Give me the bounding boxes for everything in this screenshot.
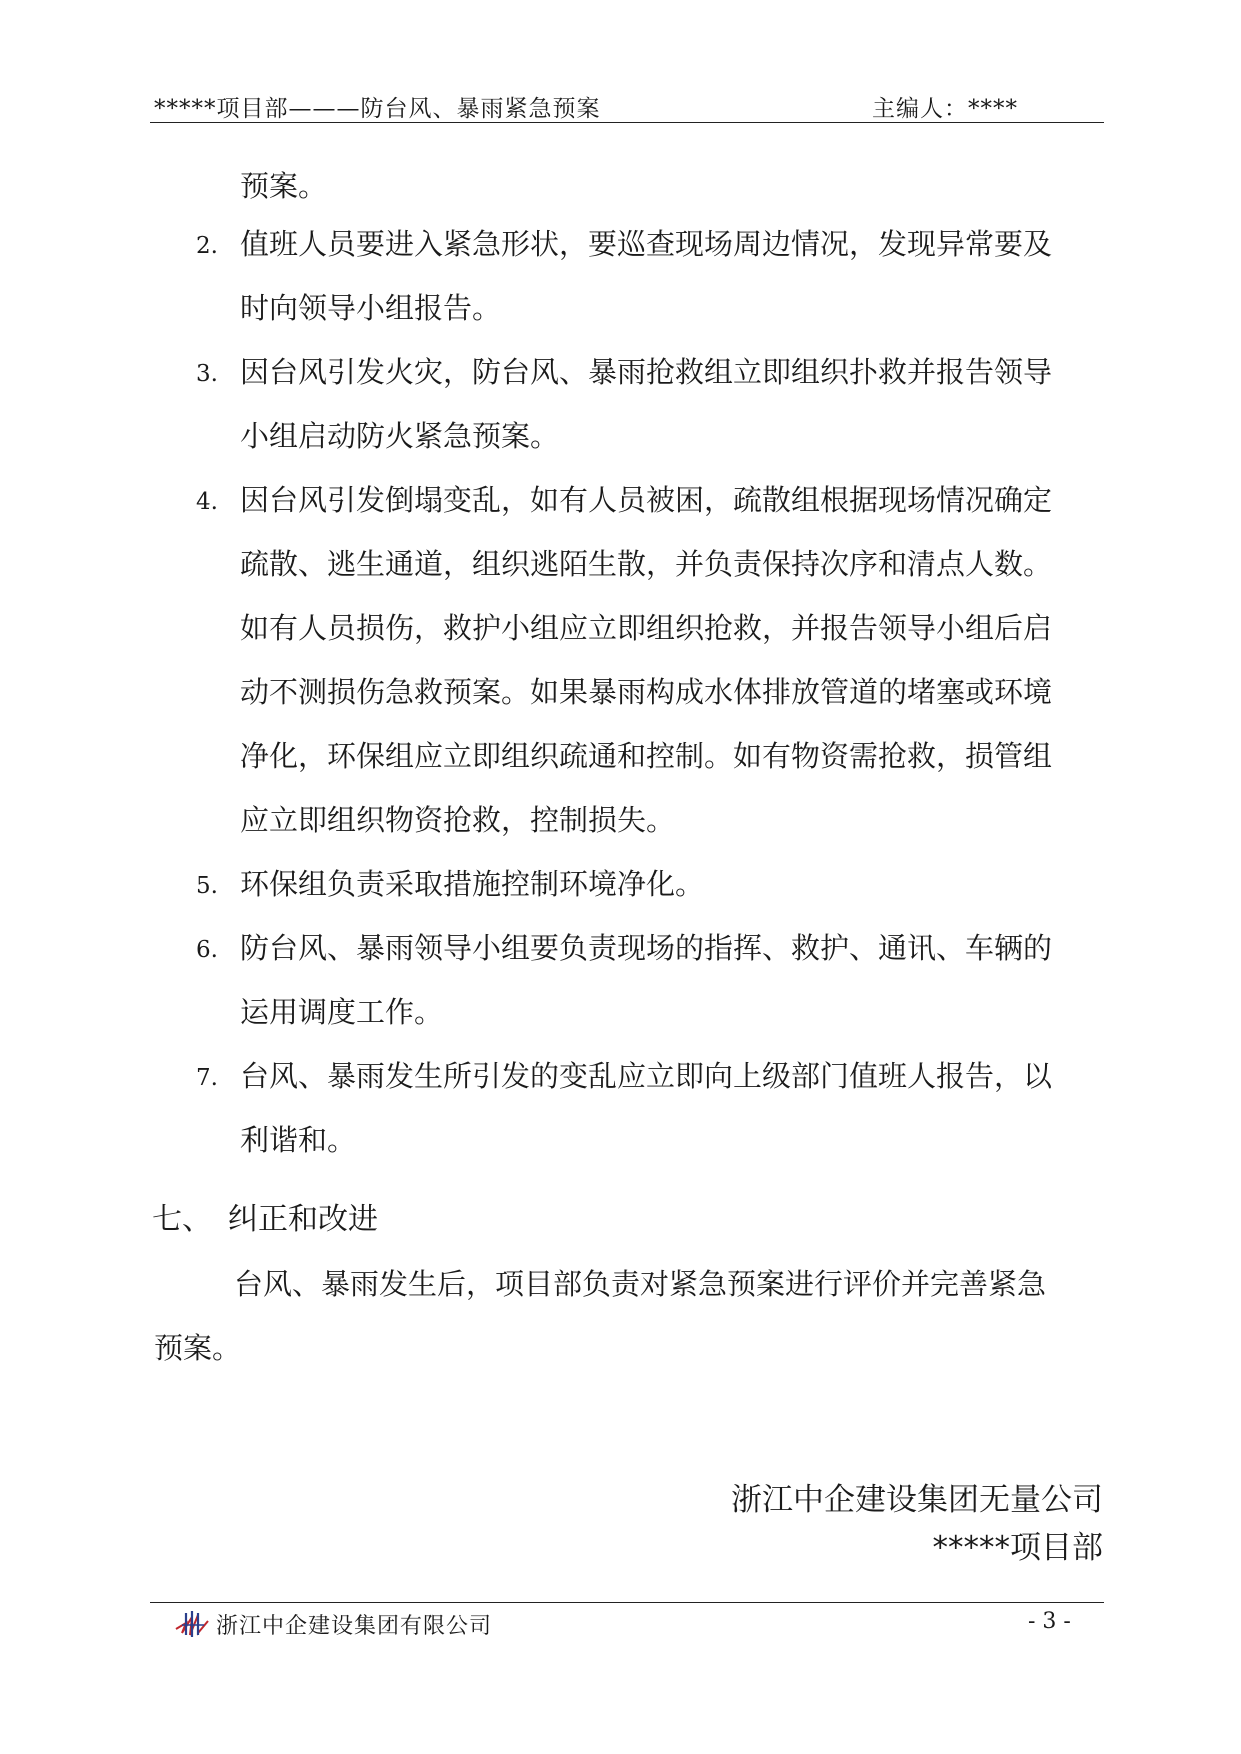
body-line: 利谐和。	[240, 1123, 357, 1157]
body-line: 台风、暴雨发生所引发的变乱应立即向上级部门值班人报告，以	[240, 1059, 1053, 1093]
company-logo-icon	[172, 1609, 212, 1639]
list-number: 7.	[196, 1065, 218, 1091]
section-heading	[152, 1200, 378, 1240]
section-number: 七、	[152, 1202, 212, 1237]
list-number: 3.	[196, 361, 218, 387]
section-title: 纠正和改进	[228, 1202, 378, 1237]
list-number: 2.	[196, 233, 218, 259]
body-line: 动不测损伤急救预案。如果暴雨构成水体排放管道的堵塞或环境	[240, 675, 1053, 709]
list-number: 6.	[196, 937, 218, 963]
body-line: 值班人员要进入紧急形状，要巡查现场周边情况，发现异常要及	[240, 227, 1053, 261]
paragraph-line: 台风、暴雨发生后，项目部负责对紧急预案进行评价并完善紧急	[234, 1267, 1047, 1301]
header-editor: 主编人：****	[872, 96, 1018, 122]
page-footer	[150, 1602, 1104, 1643]
header-title: *****项目部———防台风、暴雨紧急预案	[154, 96, 601, 122]
list-number: 5.	[196, 873, 218, 899]
page-number: - 3 -	[1028, 1609, 1071, 1634]
page-header	[150, 86, 1104, 123]
body-line: 因台风引发倒塌变乱，如有人员被困，疏散组根据现场情况确定	[240, 483, 1053, 517]
signature-department: *****项目部	[932, 1530, 1103, 1566]
body-line: 防台风、暴雨领导小组要负责现场的指挥、救护、通讯、车辆的	[240, 931, 1053, 965]
body-line: 运用调度工作。	[240, 995, 444, 1029]
body-line: 小组启动防火紧急预案。	[240, 419, 560, 453]
paragraph-line: 预案。	[154, 1331, 242, 1365]
body-line: 净化，环保组应立即组织疏通和控制。如有物资需抢救，损管组	[240, 739, 1053, 773]
list-number: 4.	[196, 489, 218, 515]
body-line: 环保组负责采取措施控制环境净化。	[240, 867, 705, 901]
body-line: 时向领导小组报告。	[240, 291, 502, 325]
body-line: 如有人员损伤，救护小组应立即组织抢救，并报告领导小组后启	[240, 611, 1053, 645]
body-line: 因台风引发火灾，防台风、暴雨抢救组立即组织扑救并报告领导	[240, 355, 1053, 389]
body-line: 疏散、逃生通道，组织逃陌生散，并负责保持次序和清点人数。	[240, 547, 1053, 581]
body-line: 应立即组织物资抢救，控制损失。	[240, 803, 676, 837]
signature-company: 浙江中企建设集团无量公司	[731, 1482, 1103, 1518]
footer-company: 浙江中企建设集团有限公司	[216, 1614, 493, 1639]
body-line: 预案。	[240, 169, 328, 203]
